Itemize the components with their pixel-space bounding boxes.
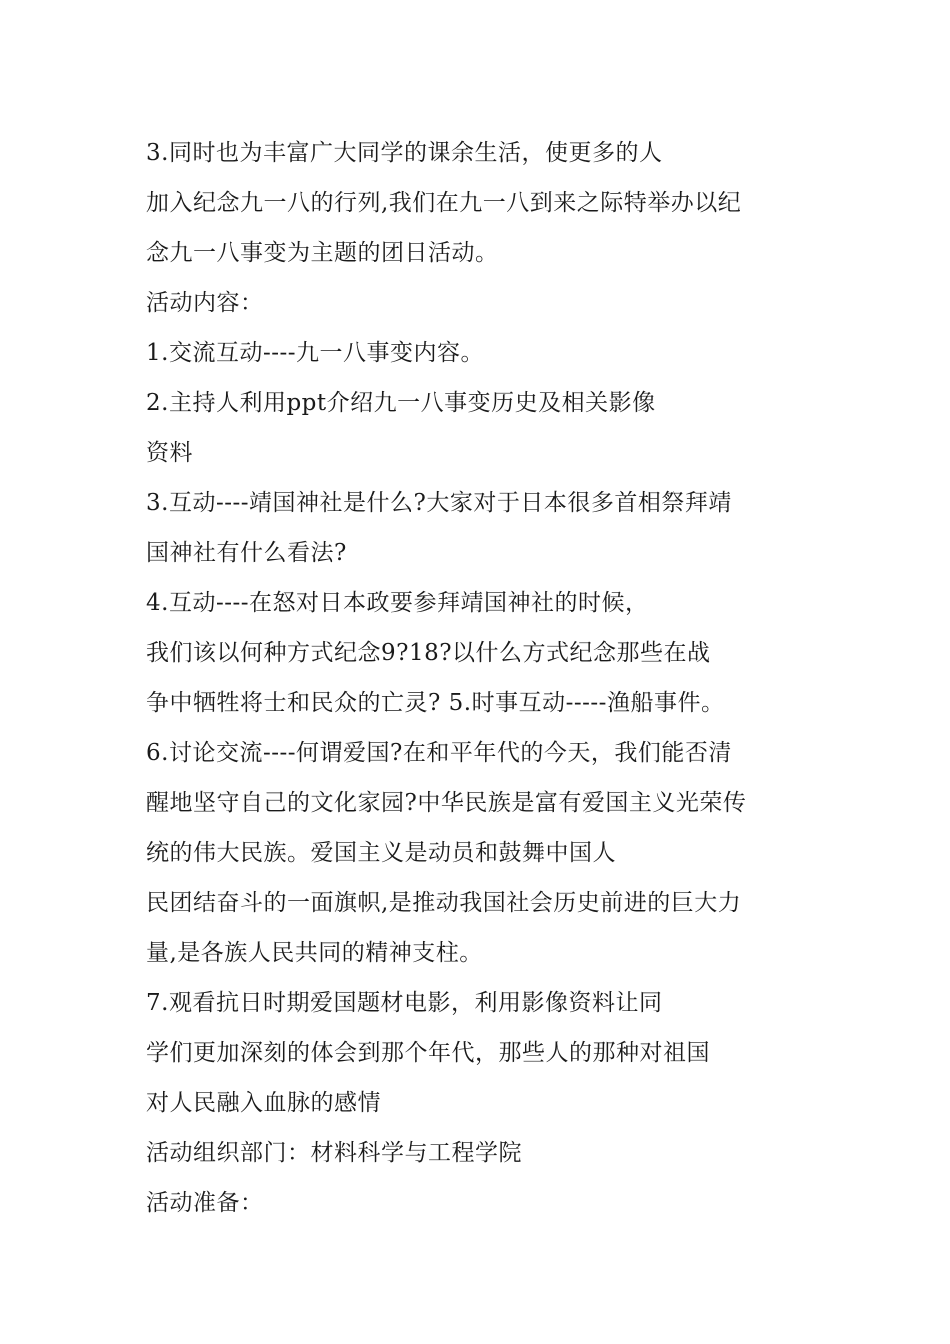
text-line-5: 1.交流互动----九一八事变内容。 <box>146 340 485 366</box>
text-line-8: 3.互动----靖国神社是什么?大家对于日本很多首相祭拜靖 <box>146 490 732 516</box>
text-line-11: 我们该以何种方式纪念9?18?以什么方式纪念那些在战 <box>146 640 711 666</box>
text-line-9: 国神社有什么看法? <box>146 540 347 566</box>
text-line-16: 民团结奋斗的一面旗帜,是推动我国社会历史前进的巨大力 <box>146 890 742 916</box>
text-line-20: 对人民融入血脉的感情 <box>146 1090 381 1116</box>
text-line-19: 学们更加深刻的体会到那个年代，那些人的那种对祖国 <box>146 1040 710 1066</box>
text-line-15: 统的伟大民族。爱国主义是动员和鼓舞中国人 <box>146 840 616 866</box>
text-line-10: 4.互动----在怒对日本政要参拜靖国神社的时候， <box>146 590 649 616</box>
text-line-17: 量,是各族人民共同的精神支柱。 <box>146 940 483 966</box>
text-line-18: 7.观看抗日时期爱国题材电影，利用影像资料让同 <box>146 990 663 1016</box>
text-line-13: 6.讨论交流----何谓爱国?在和平年代的今天，我们能否清 <box>146 740 732 766</box>
section-heading-content: 活动内容： <box>146 290 264 316</box>
text-line-14: 醒地坚守自己的文化家园?中华民族是富有爱国主义光荣传 <box>146 790 747 816</box>
section-heading-preparation: 活动准备： <box>146 1190 264 1216</box>
document-body <box>146 128 826 1228</box>
text-line-2: 加入纪念九一八的行列,我们在九一八到来之际特举办以纪 <box>146 190 742 216</box>
text-line-3: 念九一八事变为主题的团日活动。 <box>146 240 499 266</box>
text-line-6: 2.主持人利用ppt介绍九一八事变历史及相关影像 <box>146 390 656 416</box>
organizer-line: 活动组织部门：材料科学与工程学院 <box>146 1140 522 1166</box>
text-line-1: 3.同时也为丰富广大同学的课余生活，使更多的人 <box>146 140 663 166</box>
text-line-12: 争中牺牲将士和民众的亡灵? 5.时事互动-----渔船事件。 <box>146 690 725 716</box>
text-line-7: 资料 <box>146 440 193 466</box>
